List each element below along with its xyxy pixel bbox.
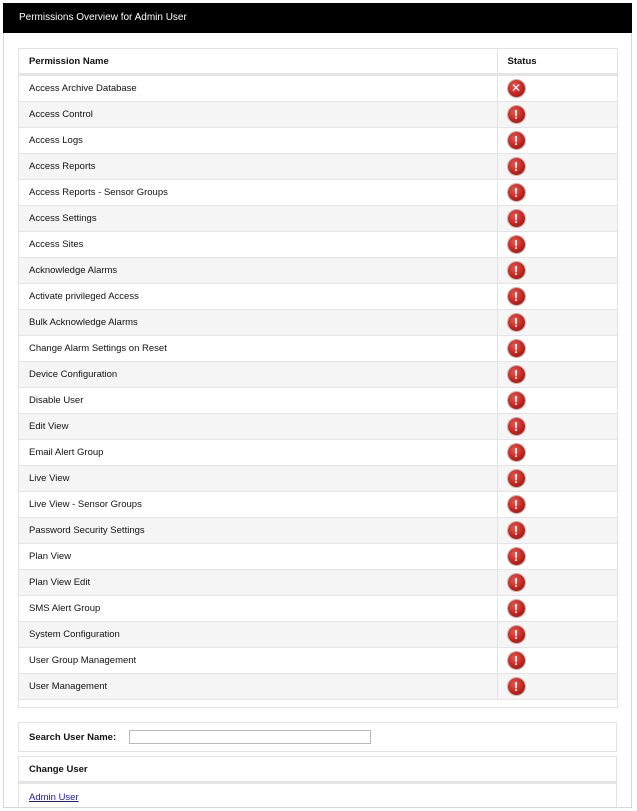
permission-name-cell: Access Reports - Sensor Groups bbox=[19, 180, 497, 206]
table-row bbox=[19, 362, 617, 388]
warning-icon: ! bbox=[508, 470, 525, 487]
denied-icon: ✕ bbox=[508, 80, 525, 97]
permission-name-cell: Disable User bbox=[19, 388, 497, 414]
search-label: Search User Name: bbox=[29, 732, 117, 743]
permission-name-cell: Acknowledge Alarms bbox=[19, 258, 497, 284]
permission-name-cell: Plan View Edit bbox=[19, 570, 497, 596]
status-cell bbox=[497, 180, 617, 206]
warning-icon: ! bbox=[508, 496, 525, 513]
warning-icon: ! bbox=[508, 236, 525, 253]
permission-name-cell: User Management bbox=[19, 674, 497, 700]
permission-name-cell: Access Sites bbox=[19, 232, 497, 258]
warning-icon: ! bbox=[508, 158, 525, 175]
status-cell bbox=[497, 570, 617, 596]
status-cell bbox=[497, 648, 617, 674]
warning-icon: ! bbox=[508, 678, 525, 695]
permission-name-cell: Edit View bbox=[19, 414, 497, 440]
status-cell bbox=[497, 128, 617, 154]
warning-icon: ! bbox=[508, 288, 525, 305]
table-row bbox=[19, 154, 617, 180]
table-row bbox=[19, 570, 617, 596]
permission-name-cell: Access Logs bbox=[19, 128, 497, 154]
table-row bbox=[19, 544, 617, 570]
table-row bbox=[19, 336, 617, 362]
permission-name-cell: Access Control bbox=[19, 102, 497, 128]
status-cell bbox=[497, 336, 617, 362]
permission-name-cell: Change Alarm Settings on Reset bbox=[19, 336, 497, 362]
warning-icon: ! bbox=[508, 444, 525, 461]
status-cell bbox=[497, 596, 617, 622]
table-header-row bbox=[19, 49, 617, 75]
table-row bbox=[19, 492, 617, 518]
status-cell bbox=[497, 232, 617, 258]
table-row bbox=[19, 596, 617, 622]
table-row bbox=[19, 258, 617, 284]
status-cell bbox=[497, 466, 617, 492]
permissions-table-body bbox=[19, 75, 617, 700]
table-row bbox=[19, 440, 617, 466]
permission-name-cell: Plan View bbox=[19, 544, 497, 570]
table-row bbox=[19, 388, 617, 414]
status-cell bbox=[497, 102, 617, 128]
permission-name-cell: Email Alert Group bbox=[19, 440, 497, 466]
search-panel bbox=[18, 722, 617, 752]
warning-icon: ! bbox=[508, 106, 525, 123]
warning-icon: ! bbox=[508, 522, 525, 539]
status-cell bbox=[497, 440, 617, 466]
status-cell bbox=[497, 492, 617, 518]
warning-icon: ! bbox=[508, 418, 525, 435]
permission-name-cell: Bulk Acknowledge Alarms bbox=[19, 310, 497, 336]
table-row bbox=[19, 648, 617, 674]
admin-user-link[interactable]: Admin User bbox=[29, 792, 79, 803]
warning-icon: ! bbox=[508, 340, 525, 357]
table-row bbox=[19, 180, 617, 206]
table-row bbox=[19, 232, 617, 258]
table-row bbox=[19, 102, 617, 128]
permission-name-cell: Access Archive Database bbox=[19, 75, 497, 102]
permission-name-cell: Access Reports bbox=[19, 154, 497, 180]
permission-name-cell: SMS Alert Group bbox=[19, 596, 497, 622]
table-row bbox=[19, 310, 617, 336]
page-title: Permissions Overview for Admin User bbox=[3, 3, 632, 33]
status-cell bbox=[497, 284, 617, 310]
permission-name-cell: Access Settings bbox=[19, 206, 497, 232]
table-row bbox=[19, 622, 617, 648]
table-row bbox=[19, 414, 617, 440]
status-cell bbox=[497, 75, 617, 102]
status-cell bbox=[497, 362, 617, 388]
warning-icon: ! bbox=[508, 548, 525, 565]
status-cell bbox=[497, 388, 617, 414]
status-cell bbox=[497, 544, 617, 570]
table-row bbox=[19, 466, 617, 492]
permission-name-cell: Live View - Sensor Groups bbox=[19, 492, 497, 518]
permission-name-cell: Password Security Settings bbox=[19, 518, 497, 544]
warning-icon: ! bbox=[508, 366, 525, 383]
warning-icon: ! bbox=[508, 184, 525, 201]
permission-name-cell: User Group Management bbox=[19, 648, 497, 674]
table-row bbox=[19, 674, 617, 700]
table-row bbox=[19, 518, 617, 544]
warning-icon: ! bbox=[508, 626, 525, 643]
warning-icon: ! bbox=[508, 314, 525, 331]
permission-name-cell: System Configuration bbox=[19, 622, 497, 648]
warning-icon: ! bbox=[508, 210, 525, 227]
warning-icon: ! bbox=[508, 574, 525, 591]
permission-name-cell: Activate privileged Access bbox=[19, 284, 497, 310]
status-cell bbox=[497, 310, 617, 336]
table-row bbox=[19, 75, 617, 102]
permissions-table bbox=[19, 49, 617, 700]
search-user-input[interactable] bbox=[129, 730, 371, 744]
permission-name-cell: Live View bbox=[19, 466, 497, 492]
warning-icon: ! bbox=[508, 600, 525, 617]
status-cell bbox=[497, 622, 617, 648]
status-cell bbox=[497, 414, 617, 440]
table-row bbox=[19, 284, 617, 310]
warning-icon: ! bbox=[508, 392, 525, 409]
status-cell bbox=[497, 206, 617, 232]
table-row bbox=[19, 128, 617, 154]
column-header-status: Status bbox=[497, 49, 617, 75]
change-user-header: Change User bbox=[19, 757, 616, 784]
permission-name-cell: Device Configuration bbox=[19, 362, 497, 388]
warning-icon: ! bbox=[508, 652, 525, 669]
status-cell bbox=[497, 154, 617, 180]
warning-icon: ! bbox=[508, 132, 525, 149]
column-header-permission-name: Permission Name bbox=[19, 49, 497, 75]
warning-icon: ! bbox=[508, 262, 525, 279]
status-cell bbox=[497, 674, 617, 700]
status-cell bbox=[497, 258, 617, 284]
status-cell bbox=[497, 518, 617, 544]
table-row bbox=[19, 206, 617, 232]
change-user-panel bbox=[18, 756, 617, 808]
